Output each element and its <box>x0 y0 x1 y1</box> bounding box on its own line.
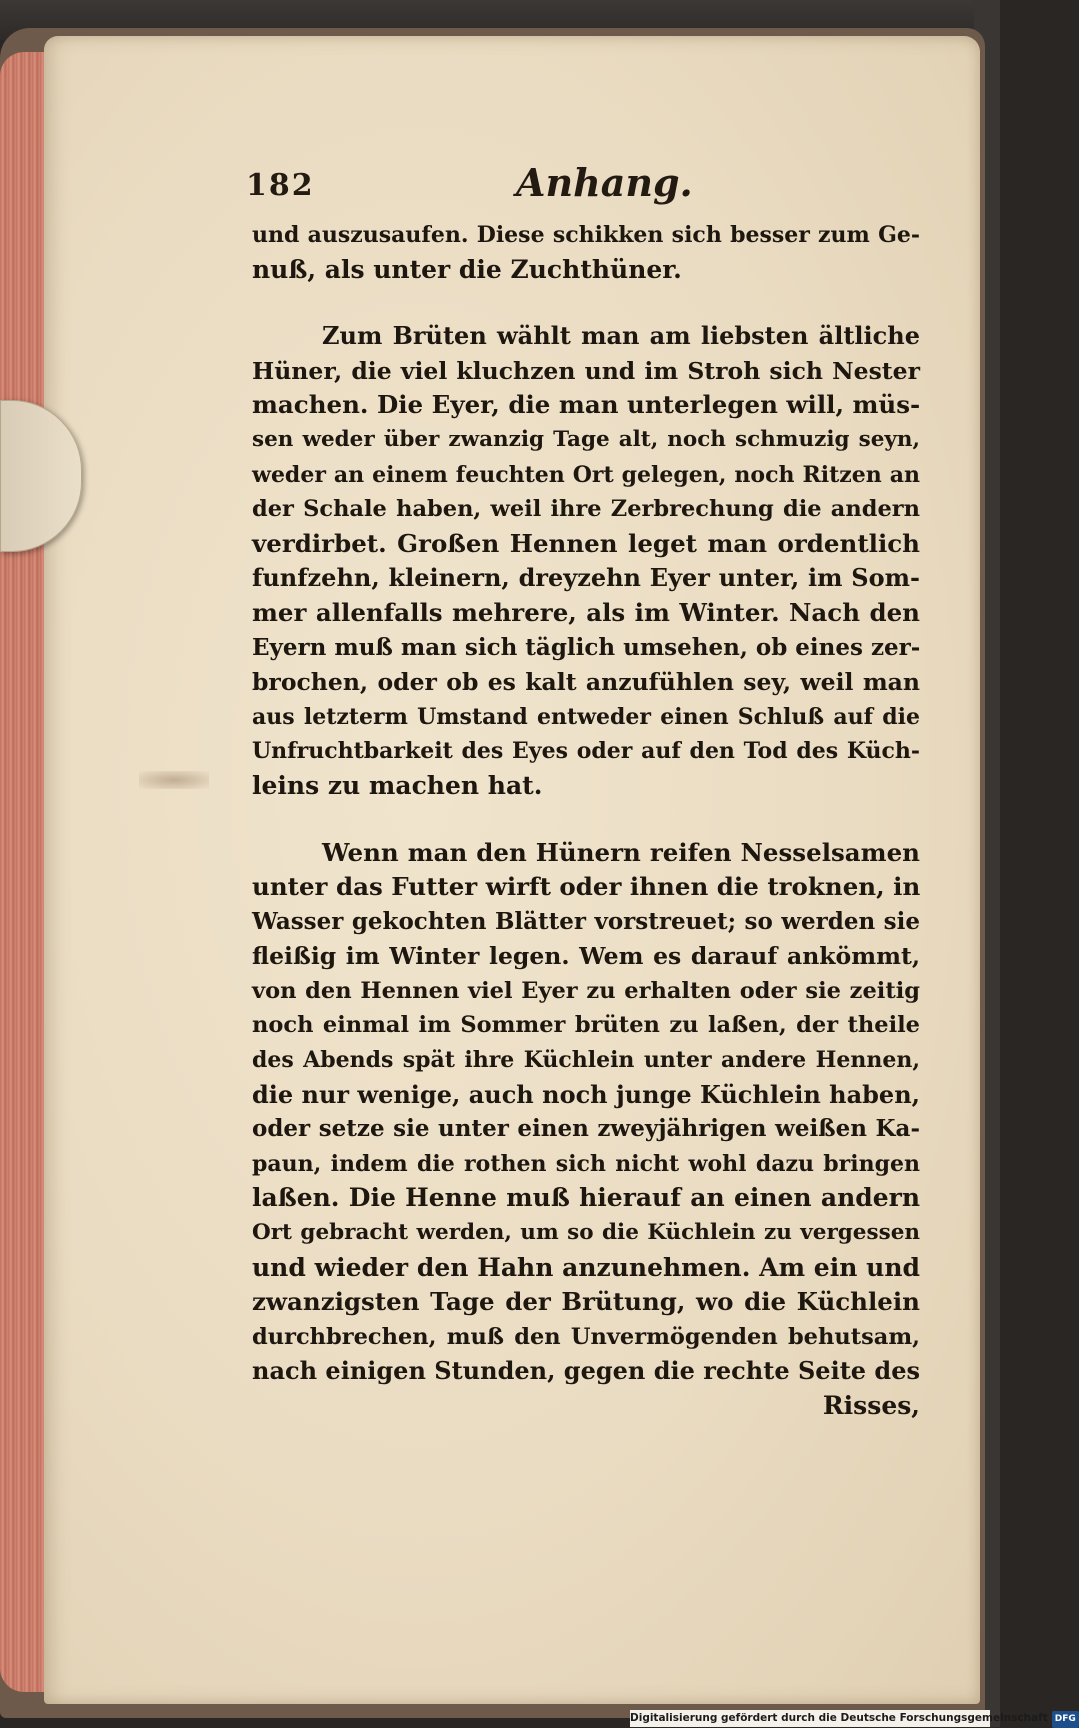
text-line: laßen. Die Henne muß hierauf an einen andern <box>252 1183 920 1213</box>
text-line: verdirbet. Großen Hennen leget man ordentlich <box>252 528 920 558</box>
text-line: sen weder über zwanzig Tage alt, noch schmuzig seyn, <box>252 426 920 452</box>
text-line: zwanzigsten Tage der Brütung, wo die Küchlein <box>252 1287 920 1317</box>
text-line: unter das Futter wirft oder ihnen die troknen, in <box>252 872 921 902</box>
text-line: Wasser gekochten Blätter vorstreuet; so werden sie <box>252 907 920 935</box>
text-line: Wenn man den Hünern reifen Nesselsamen <box>322 837 920 867</box>
paragraph-continuation <box>252 218 920 287</box>
text-line: Zum Brüten wählt man am liebsten ältliche <box>322 321 920 351</box>
text-line: aus letzterm Umstand entweder einen Schluß auf die <box>252 703 920 730</box>
text-line: und wieder den Hahn anzunehmen. Am ein und <box>252 1252 920 1282</box>
page-header <box>246 160 926 210</box>
credit-text: Digitalisierung gefördert durch die Deutsche Forschungsgemeinschaft <box>630 1712 1048 1724</box>
text-line: paun, indem die rothen sich nicht wohl dazu bringen <box>252 1150 920 1177</box>
text-line: nuß, als unter die Zuchthüner. <box>252 254 682 284</box>
text-line: die nur wenige, auch noch junge Küchlein haben, <box>252 1079 920 1109</box>
text-line: und auszusaufen. Diese schikken sich besser zum Ge- <box>252 222 920 248</box>
text-line: noch einmal im Sommer brüten zu laßen, der theile <box>252 1012 920 1039</box>
text-line: der Schale haben, weil ihre Zerbrechung die andern <box>252 496 920 523</box>
text-line: des Abends spät ihre Küchlein unter andere Hennen, <box>252 1047 920 1074</box>
text-line: machen. Die Eyer, die man unterlegen will, müs- <box>252 390 921 420</box>
paragraph-brueten <box>252 319 920 803</box>
text-line: Hüner, die viel kluchzen und im Stroh sich Nester <box>252 356 920 385</box>
text-line: Unfruchtbarkeit des Eyes oder auf den Tod des Küch- <box>252 738 920 765</box>
text-line: fleißig im Winter legen. Wem es darauf ankömmt, <box>252 942 920 971</box>
digitization-credit <box>630 1710 1076 1727</box>
dfg-logo: DFG <box>1052 1711 1079 1728</box>
page-edges <box>0 52 50 1692</box>
text-line: brochen, oder ob es kalt anzufühlen sey, weil man <box>252 668 920 697</box>
page-stain <box>139 771 209 789</box>
body-text <box>252 218 920 1424</box>
page-number: 182 <box>246 168 315 203</box>
text-line: mer allenfalls mehrere, als im Winter. Nach den <box>252 597 920 627</box>
catchword: Risses, <box>822 1391 920 1420</box>
running-head: Anhang. <box>516 160 693 205</box>
text-line: weder an einem feuchten Ort gelegen, noch Ritzen an <box>252 461 920 488</box>
text-line: Eyern muß man sich täglich umsehen, ob eines zer- <box>252 633 921 661</box>
text-line: von den Hennen viel Eyer zu erhalten oder sie zeitig <box>252 977 920 1004</box>
paragraph-nesselsamen <box>252 836 920 1390</box>
text-line: oder setze sie unter einen zweyjährigen weißen Ka- <box>252 1115 920 1143</box>
text-line: Ort gebracht werden, um so die Küchlein zu vergessen <box>252 1220 920 1246</box>
text-line: durchbrechen, muß den Unvermögenden behutsam, <box>252 1323 920 1350</box>
text-line: funfzehn, kleinern, dreyzehn Eyer unter, im Som- <box>252 563 920 593</box>
text-line: nach einigen Stunden, gegen die rechte Seite des <box>252 1356 920 1386</box>
text-line: leins zu machen hat. <box>252 770 543 800</box>
